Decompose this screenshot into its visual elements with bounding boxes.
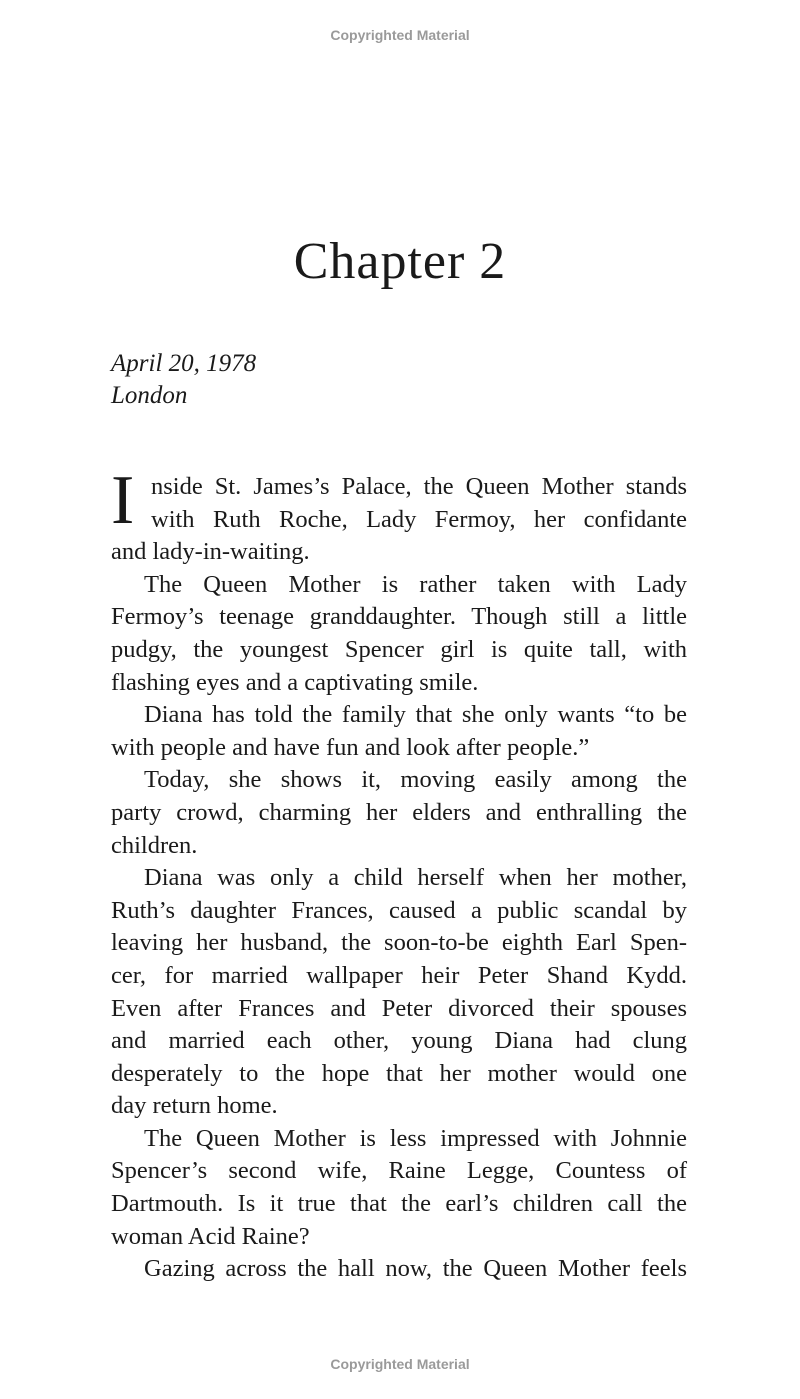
text-line: children. xyxy=(111,831,198,859)
text-line: day return home. xyxy=(111,1092,278,1120)
text-line: leaving her husband, the soon-to-be eighth Earl Spen- xyxy=(111,929,687,957)
text-line: The Queen Mother is rather taken with Lady xyxy=(144,570,687,598)
text-line: Diana was only a child herself when her mother, xyxy=(144,864,687,892)
text-line: flashing eyes and a captivating smile. xyxy=(111,668,479,696)
text-line: desperately to the hope that her mother would one xyxy=(111,1059,687,1087)
text-line: Today, she shows it, moving easily among the xyxy=(144,766,687,794)
text-line: Ruth’s daughter Frances, caused a public scandal by xyxy=(111,896,687,924)
copyright-header: Copyrighted Material xyxy=(330,27,470,43)
copyright-footer: Copyrighted Material xyxy=(330,1356,470,1372)
text-line: and lady-in-waiting. xyxy=(111,538,310,566)
text-line: Gazing across the hall now, the Queen Mother feels xyxy=(144,1255,687,1283)
text-line: with Ruth Roche, Lady Fermoy, her confidante xyxy=(151,505,687,533)
body-text xyxy=(111,471,687,1286)
text-line: cer, for married wallpaper heir Peter Shand Kydd. xyxy=(111,961,687,989)
text-line: Diana has told the family that she only wants “to be xyxy=(144,701,687,729)
text-line: woman Acid Raine? xyxy=(111,1222,310,1250)
text-line: Even after Frances and Peter divorced their spouses xyxy=(111,994,687,1022)
text-line: Fermoy’s teenage granddaughter. Though still a little xyxy=(111,603,687,631)
text-line: pudgy, the youngest Spencer girl is quite tall, with xyxy=(111,635,687,663)
chapter-title: Chapter 2 xyxy=(293,233,507,290)
drop-cap: I xyxy=(111,462,135,539)
text-line: Dartmouth. Is it true that the earl’s children call the xyxy=(111,1190,687,1218)
text-line: and married each other, young Diana had clung xyxy=(111,1027,687,1055)
text-line: The Queen Mother is less impressed with Johnnie xyxy=(144,1124,687,1152)
text-line: nside St. James’s Palace, the Queen Mother stands xyxy=(151,473,687,500)
text-line: party crowd, charming her elders and enthralling the xyxy=(111,798,687,826)
text-line: with people and have fun and look after people.” xyxy=(111,733,590,761)
dateline-date: April 20, 1978 xyxy=(111,350,257,377)
dateline-place: London xyxy=(111,382,188,409)
text-line: Spencer’s second wife, Raine Legge, Countess of xyxy=(111,1157,687,1185)
